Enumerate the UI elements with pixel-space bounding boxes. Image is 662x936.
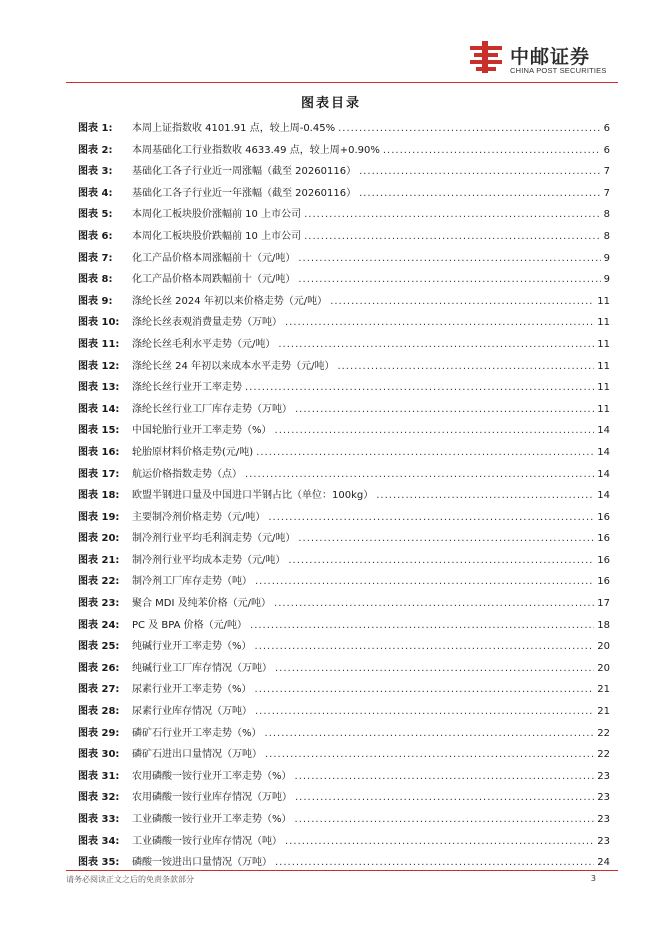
toc-entry[interactable] xyxy=(78,550,610,572)
toc-leader-dots xyxy=(295,399,594,421)
toc-entry-label: 图表 31: xyxy=(78,770,120,782)
toc-entry-title: 轮胎原材料价格走势(元/吨) xyxy=(132,446,254,458)
toc-entry[interactable] xyxy=(78,831,610,853)
toc-entry[interactable] xyxy=(78,377,610,399)
toc-leader-dots xyxy=(295,787,594,809)
china-post-logo-icon xyxy=(468,40,504,74)
toc-leader-dots xyxy=(245,464,594,486)
toc-leader-dots xyxy=(383,140,601,162)
toc-entry[interactable] xyxy=(78,140,610,162)
toc-entry-title: 涤纶长丝行业工厂库存走势（万吨） xyxy=(132,403,292,415)
toc-entry[interactable] xyxy=(78,528,610,550)
toc-entry-page: 16 xyxy=(597,576,610,588)
toc-entry-label: 图表 4: xyxy=(78,187,113,199)
toc-leader-dots xyxy=(359,161,601,183)
toc-entry-title: 纯碱行业工厂库存情况（万吨） xyxy=(132,662,272,674)
footer-divider xyxy=(66,870,618,871)
toc-entry-label: 图表 10: xyxy=(78,317,120,329)
toc-entry-title: 涤纶长丝毛利水平走势（元/吨） xyxy=(132,338,276,350)
toc-leader-dots xyxy=(295,809,595,831)
toc-entry-page: 11 xyxy=(597,403,610,415)
toc-entry[interactable] xyxy=(78,723,610,745)
toc-entry-label: 图表 24: xyxy=(78,619,120,631)
toc-entry-page: 11 xyxy=(597,382,610,394)
toc-leader-dots xyxy=(304,204,601,226)
toc-entry[interactable] xyxy=(78,809,610,831)
toc-entry-page: 20 xyxy=(597,662,610,674)
toc-entry[interactable] xyxy=(78,356,610,378)
toc-leader-dots xyxy=(298,528,594,550)
toc-entry-title: 中国轮胎行业开工率走势（%） xyxy=(132,425,272,437)
toc-entry-title: 聚合 MDI 及纯苯价格（元/吨） xyxy=(132,598,272,610)
toc-entry-label: 图表 18: xyxy=(78,490,120,502)
toc-entry-page: 9 xyxy=(603,252,610,264)
toc-entry-page: 16 xyxy=(597,533,610,545)
toc-entry-page: 7 xyxy=(603,187,610,199)
toc-entry-label: 图表 13: xyxy=(78,382,120,394)
toc-entry[interactable] xyxy=(78,485,610,507)
toc-leader-dots xyxy=(278,334,594,356)
toc-entry-label: 图表 7: xyxy=(78,252,113,264)
toc-leader-dots xyxy=(255,679,595,701)
toc-entry-page: 7 xyxy=(603,166,610,178)
toc-entry-page: 8 xyxy=(603,230,610,242)
toc-entry-title: 涤纶长丝行业开工率走势 xyxy=(132,382,242,394)
toc-leader-dots xyxy=(298,269,600,291)
toc-entry[interactable] xyxy=(78,766,610,788)
toc-leader-dots xyxy=(265,723,595,745)
toc-leader-dots xyxy=(255,701,594,723)
toc-entry-page: 14 xyxy=(597,468,610,480)
toc-entry-label: 图表 35: xyxy=(78,857,120,869)
toc-entry-page: 21 xyxy=(597,706,610,718)
toc-entry-page: 20 xyxy=(597,641,610,653)
toc-leader-dots xyxy=(376,485,594,507)
toc-entry-page: 24 xyxy=(597,857,610,869)
toc-entry-title: 本周化工板块股价涨幅前 10 上市公司 xyxy=(132,209,302,221)
toc-entry-page: 9 xyxy=(603,274,610,286)
toc-entry-page: 14 xyxy=(597,446,610,458)
toc-leader-dots xyxy=(330,291,594,313)
toc-leader-dots xyxy=(295,766,595,788)
toc-entry[interactable] xyxy=(78,399,610,421)
toc-entry[interactable] xyxy=(78,161,610,183)
toc-leader-dots xyxy=(265,744,594,766)
toc-entry[interactable] xyxy=(78,636,610,658)
toc-entry[interactable] xyxy=(78,787,610,809)
toc-entry-page: 11 xyxy=(597,317,610,329)
toc-entry[interactable] xyxy=(78,593,610,615)
toc-entry[interactable] xyxy=(78,118,610,140)
toc-entry-title: 主要制冷剂价格走势（元/吨） xyxy=(132,511,266,523)
toc-entry-label: 图表 27: xyxy=(78,684,120,696)
toc-entry-label: 图表 2: xyxy=(78,144,113,156)
toc-entry-title: 农用磷酸一铵行业库存情况（万吨） xyxy=(132,792,292,804)
toc-entry-title: 化工产品价格本周涨幅前十（元/吨） xyxy=(132,252,296,264)
toc-entry-label: 图表 23: xyxy=(78,598,120,610)
toc-entry-title: 磷矿石行业开工率走势（%） xyxy=(132,727,262,739)
table-of-figures xyxy=(78,118,610,874)
company-logo xyxy=(468,40,616,80)
toc-leader-dots xyxy=(250,615,594,637)
toc-entry-label: 图表 19: xyxy=(78,511,120,523)
toc-entry[interactable] xyxy=(78,248,610,270)
toc-entry-title: 磷酸一铵进出口量情况（万吨） xyxy=(132,857,272,869)
toc-leader-dots xyxy=(298,248,600,270)
toc-entry-label: 图表 11: xyxy=(78,338,120,350)
toc-entry-title: 工业磷酸一铵行业库存情况（吨） xyxy=(132,835,282,847)
toc-leader-dots xyxy=(275,420,595,442)
toc-entry-label: 图表 20: xyxy=(78,533,120,545)
toc-entry-label: 图表 32: xyxy=(78,792,120,804)
toc-leader-dots xyxy=(268,507,594,529)
toc-entry[interactable] xyxy=(78,744,610,766)
toc-entry[interactable] xyxy=(78,658,610,680)
toc-entry-page: 17 xyxy=(597,598,610,610)
toc-entry-title: 涤纶长丝 24 年初以来成本水平走势（元/吨） xyxy=(132,360,335,372)
toc-entry-page: 11 xyxy=(597,360,610,372)
toc-entry-title: 纯碱行业开工率走势（%） xyxy=(132,641,252,653)
toc-entry[interactable] xyxy=(78,291,610,313)
toc-entry-title: 化工产品价格本周跌幅前十（元/吨） xyxy=(132,274,296,286)
toc-entry[interactable] xyxy=(78,442,610,464)
toc-entry-page: 23 xyxy=(597,835,610,847)
toc-entry[interactable] xyxy=(78,312,610,334)
toc-entry-page: 6 xyxy=(603,144,610,156)
toc-entry-page: 23 xyxy=(597,770,610,782)
toc-entry[interactable] xyxy=(78,679,610,701)
toc-leader-dots xyxy=(285,312,594,334)
toc-entry-page: 14 xyxy=(597,425,610,437)
toc-entry[interactable] xyxy=(78,615,610,637)
toc-entry[interactable] xyxy=(78,420,610,442)
toc-entry-label: 图表 6: xyxy=(78,230,113,242)
toc-entry-page: 22 xyxy=(597,727,610,739)
toc-entry-label: 图表 26: xyxy=(78,662,120,674)
toc-entry-label: 图表 15: xyxy=(78,425,120,437)
toc-leader-dots xyxy=(288,550,594,572)
toc-leader-dots xyxy=(245,377,594,399)
toc-entry-label: 图表 5: xyxy=(78,209,113,221)
toc-leader-dots xyxy=(255,636,595,658)
toc-entry[interactable] xyxy=(78,334,610,356)
toc-entry-page: 23 xyxy=(597,792,610,804)
toc-entry-page: 16 xyxy=(597,554,610,566)
toc-leader-dots xyxy=(359,183,601,205)
toc-leader-dots xyxy=(275,658,594,680)
toc-entry-page: 6 xyxy=(603,123,610,134)
toc-entry[interactable] xyxy=(78,464,610,486)
toc-entry-title: 涤纶长丝表观消费量走势（万吨） xyxy=(132,317,282,329)
toc-entry-page: 16 xyxy=(597,511,610,523)
toc-entry[interactable] xyxy=(78,571,610,593)
toc-entry-title: 尿素行业库存情况（万吨） xyxy=(132,706,252,718)
toc-entry-label: 图表 9: xyxy=(78,295,113,307)
header-divider xyxy=(66,82,618,83)
toc-entry-title: PC 及 BPA 价格（元/吨） xyxy=(132,619,248,631)
toc-entry-label: 图表 17: xyxy=(78,468,120,480)
toc-leader-dots xyxy=(274,593,594,615)
toc-entry-title: 欧盟半钢进口量及中国进口半钢占比（单位：100kg） xyxy=(132,490,374,502)
toc-entry-title: 本周基础化工行业指数收 4633.49 点，较上周+0.90% xyxy=(132,144,380,156)
page-number: 3 xyxy=(590,874,596,883)
toc-entry-label: 图表 33: xyxy=(78,814,120,825)
footer-disclaimer: 请务必阅读正文之后的免责条款部分 xyxy=(66,875,194,884)
toc-entry-title: 航运价格指数走势（点） xyxy=(132,468,242,480)
toc-title: 图表目录 xyxy=(300,96,361,111)
toc-entry-label: 图表 8: xyxy=(78,274,113,286)
toc-entry-page: 22 xyxy=(597,749,610,761)
toc-leader-dots xyxy=(255,571,594,593)
toc-entry-label: 图表 16: xyxy=(78,446,120,458)
toc-entry[interactable] xyxy=(78,507,610,529)
toc-entry-label: 图表 1: xyxy=(78,123,113,134)
toc-entry-page: 8 xyxy=(603,209,610,221)
toc-leader-dots xyxy=(256,442,594,464)
toc-entry-title: 农用磷酸一铵行业开工率走势（%） xyxy=(132,770,292,782)
toc-entry-title: 制冷剂工厂库存走势（吨） xyxy=(132,576,252,588)
toc-entry-label: 图表 14: xyxy=(78,403,120,415)
toc-entry-title: 本周上证指数收 4101.91 点，较上周-0.45% xyxy=(132,123,336,134)
toc-entry[interactable] xyxy=(78,269,610,291)
toc-entry-title: 涤纶长丝 2024 年初以来价格走势（元/吨） xyxy=(132,295,328,307)
toc-leader-dots xyxy=(285,831,594,853)
toc-entry-title: 工业磷酸一铵行业开工率走势（%） xyxy=(132,814,292,825)
toc-entry[interactable] xyxy=(78,226,610,248)
toc-leader-dots xyxy=(338,118,601,140)
toc-entry-page: 23 xyxy=(597,814,610,825)
toc-entry-page: 21 xyxy=(597,684,610,696)
toc-entry-label: 图表 34: xyxy=(78,835,120,847)
toc-entry-title: 本周化工板块股价跌幅前 10 上市公司 xyxy=(132,230,302,242)
toc-entry-page: 11 xyxy=(597,338,610,350)
toc-entry-title: 制冷剂行业平均成本走势（元/吨） xyxy=(132,554,286,566)
toc-entry-label: 图表 29: xyxy=(78,727,120,739)
toc-leader-dots xyxy=(304,226,601,248)
toc-entry-label: 图表 21: xyxy=(78,554,120,566)
toc-leader-dots xyxy=(337,356,594,378)
toc-entry-title: 磷矿石进出口量情况（万吨） xyxy=(132,749,262,761)
toc-entry-title: 基础化工各子行业近一周涨幅（截至 20260116） xyxy=(132,166,357,178)
toc-entry-label: 图表 3: xyxy=(78,166,113,178)
toc-entry-label: 图表 12: xyxy=(78,360,120,372)
toc-entry[interactable] xyxy=(78,183,610,205)
toc-entry-label: 图表 25: xyxy=(78,641,120,653)
toc-entry-label: 图表 22: xyxy=(78,576,120,588)
toc-entry-title: 尿素行业开工率走势（%） xyxy=(132,684,252,696)
toc-entry-page: 18 xyxy=(597,619,610,631)
toc-entry-title: 基础化工各子行业近一年涨幅（截至 20260116） xyxy=(132,187,357,199)
toc-entry-title: 制冷剂行业平均毛利润走势（元/吨） xyxy=(132,533,296,545)
toc-entry-page: 11 xyxy=(597,295,610,307)
brand-name-en: CHINA POST SECURITIES xyxy=(510,66,607,75)
toc-entry[interactable] xyxy=(78,701,610,723)
toc-entry[interactable] xyxy=(78,204,610,226)
toc-entry-label: 图表 28: xyxy=(78,706,120,718)
toc-entry-label: 图表 30: xyxy=(78,749,120,761)
toc-entry-page: 14 xyxy=(597,490,610,502)
brand-name-cn: 中邮证券 xyxy=(510,46,591,68)
